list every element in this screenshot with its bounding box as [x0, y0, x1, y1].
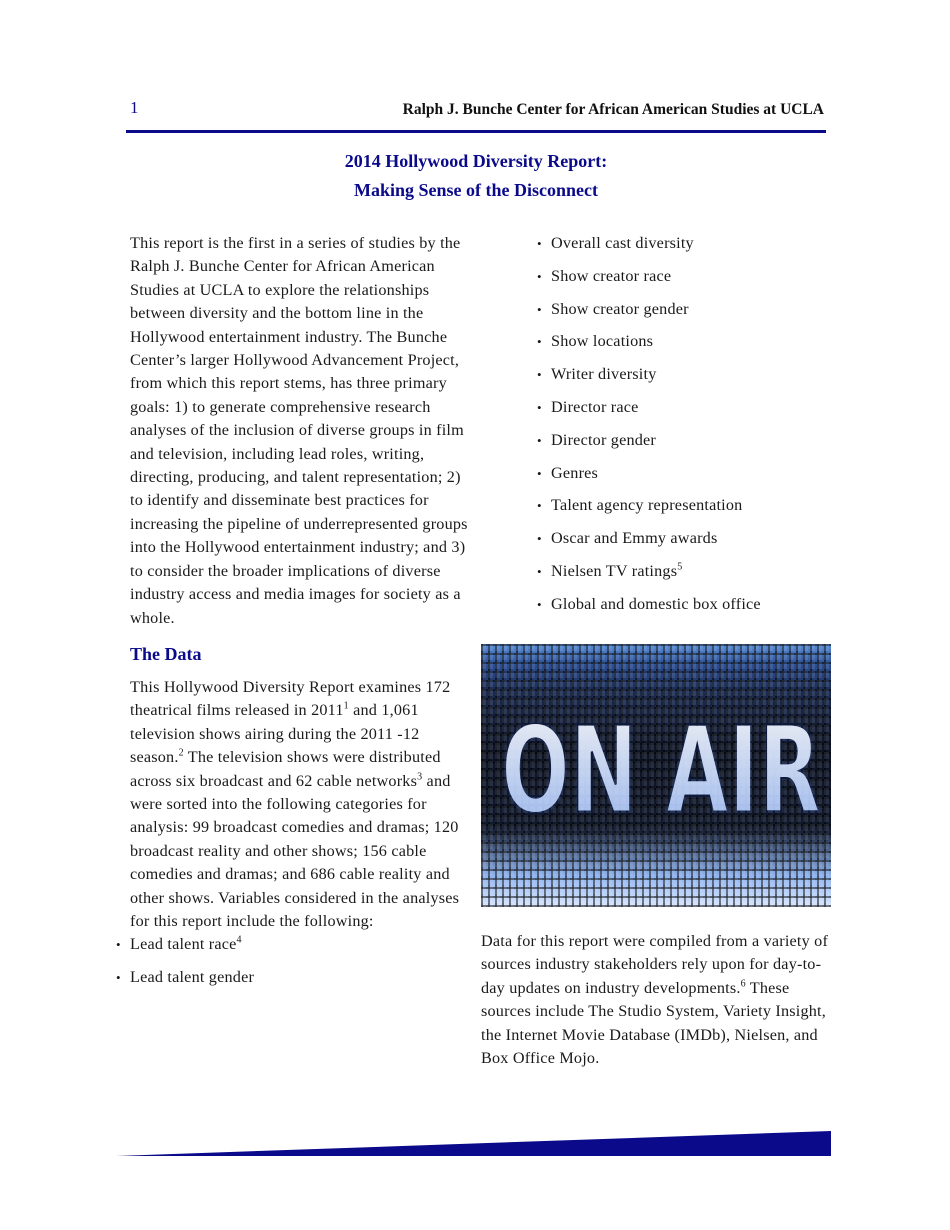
list-item — [537, 462, 831, 485]
list-item-text: Show creator race — [551, 266, 672, 285]
list-item — [537, 298, 831, 321]
bullet-icon: • — [116, 937, 121, 953]
bullet-icon: • — [537, 399, 542, 415]
list-item — [116, 933, 475, 956]
list-item — [537, 265, 831, 288]
sources-paragraph-text-1: Data for this report were compiled from a variety of sources industry stakeholders rely upon for day-to-day updates on industry developments. — [481, 932, 829, 997]
report-title — [126, 147, 826, 205]
list-item-text: Show locations — [551, 332, 654, 351]
header-title: Ralph J. Bunche Center for African American Studies at UCLA — [402, 101, 824, 118]
footnote-ref-6[interactable]: 6 — [740, 978, 746, 990]
sources-paragraph — [481, 930, 831, 1070]
data-paragraph-text-4: and were sorted into the following categories for analysis: 99 broadcast comedies and dramas; 120 broadcast reality and other shows; 156 cable comedies and dramas; and 686 cable reality and other shows. Variables considered in the analyses for this report include the following: — [130, 771, 460, 930]
on-air-photo — [481, 644, 831, 907]
footnote-ref-4[interactable]: 4 — [236, 934, 242, 946]
list-item — [537, 330, 831, 353]
on-air-photo-text: ON AIR — [501, 702, 821, 841]
list-item-text: Nielsen TV ratings — [551, 561, 678, 580]
footer-bar — [116, 1130, 831, 1157]
list-item-text: Lead talent race — [130, 935, 237, 954]
bullet-icon: • — [537, 563, 542, 579]
list-item-text: Overall cast diversity — [551, 234, 694, 252]
intro-paragraph: This report is the first in a series of studies by the Ralph J. Bunche Center for African American Studies at UCLA to explore the relationships between diversity and the bottom line in the Hollywood entertainment industry. The Bunche Center’s larger Hollywood Advancement Project, from which this report stems, has three primary goals: 1) to generate comprehensive research analyses of the inclusion of diverse groups in film and television, including lead roles, writing, directing, producing, and talent representation; 2) to identify and disseminate best practices for increasing the pipeline of underrepresented groups into the Hollywood entertainment industry; and 3) to consider the broader implications of diverse industry access and media images for society as a whole. — [130, 234, 468, 627]
report-title-line-1: 2014 Hollywood Diversity Report: — [344, 151, 608, 171]
list-item-text: Director gender — [551, 430, 657, 449]
data-section-heading: The Data — [130, 643, 202, 664]
list-item — [537, 560, 831, 583]
list-item — [537, 363, 831, 386]
on-air-sign-image — [481, 644, 831, 907]
bullet-icon: • — [537, 465, 542, 481]
bullet-icon: • — [537, 334, 542, 350]
bullet-icon: • — [537, 498, 542, 514]
left-column — [116, 232, 475, 999]
list-item — [537, 494, 831, 517]
sources-paragraph-text-2: These sources include The Studio System, Variety Insight, the Internet Movie Database (IMDb), Nielsen, and Box Office Mojo. — [481, 978, 827, 1068]
bullet-icon: • — [537, 432, 542, 448]
list-item-text: Global and domestic box office — [551, 594, 761, 613]
list-item-text: Show creator gender — [551, 299, 689, 318]
list-item-text: Lead talent gender — [130, 968, 255, 987]
list-item — [537, 593, 831, 616]
footnote-ref-5[interactable]: 5 — [677, 561, 683, 573]
footnote-ref-2[interactable]: 2 — [178, 747, 184, 759]
bullet-icon: • — [537, 236, 542, 251]
list-item — [537, 396, 831, 419]
data-paragraph-text-3: The television shows were distributed across six broadcast and 62 cable networks — [130, 748, 441, 790]
data-paragraph — [130, 676, 475, 933]
bullet-icon: • — [537, 596, 542, 612]
left-bullet-list — [116, 933, 475, 989]
list-item — [537, 429, 831, 452]
footnote-ref-1[interactable]: 1 — [343, 700, 349, 712]
bullet-icon: • — [537, 367, 542, 383]
list-item — [537, 232, 831, 255]
data-paragraph-text-2: and 1,061 television shows airing during the 2011 -12 season. — [130, 701, 420, 767]
bullet-icon: • — [116, 970, 121, 986]
data-paragraph-text-1: This Hollywood Diversity Report examines 172 theatrical films released in 2011 — [130, 677, 451, 720]
right-column — [481, 232, 831, 626]
bullet-icon: • — [537, 531, 542, 547]
header-rule — [126, 130, 826, 133]
footnote-ref-3[interactable]: 3 — [417, 771, 423, 783]
list-item-text: Writer diversity — [551, 365, 657, 384]
right-bullet-list — [537, 232, 831, 616]
report-title-line-2: Making Sense of the Disconnect — [354, 180, 598, 200]
list-item — [537, 527, 831, 550]
list-item-text: Talent agency representation — [551, 496, 743, 515]
list-item — [116, 966, 475, 989]
page-number: 1 — [130, 98, 139, 117]
right-column-bottom — [481, 930, 831, 1070]
bullet-icon: • — [537, 268, 542, 284]
list-item-text: Director race — [551, 397, 639, 416]
list-item-text: Genres — [551, 463, 599, 482]
list-item-text: Oscar and Emmy awards — [551, 529, 718, 548]
bullet-icon: • — [537, 301, 542, 317]
